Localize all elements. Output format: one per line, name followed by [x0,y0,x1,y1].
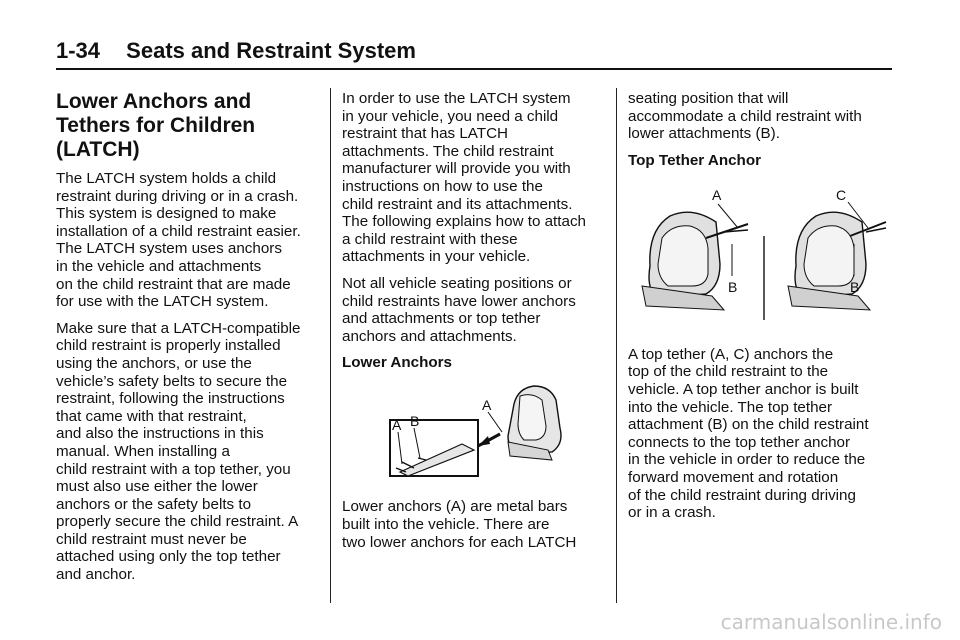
lower-anchors-illustration [342,380,608,498]
figure-label-b: B [410,413,420,430]
figure-label-a: A [712,186,722,203]
column-divider [616,88,617,603]
top-tether-illustration [628,178,894,346]
subheading-lower-anchors: Lower Anchors [342,354,452,372]
page-number: 1-34 [56,38,101,63]
section-title: Seats and Restraint System [126,38,416,63]
figure-label-b: B [850,278,860,295]
column-1 [56,90,322,593]
column-2 [342,90,608,560]
subheading-top-tether-anchor: Top Tether Anchor [628,151,762,169]
figure-label-b: B [728,278,738,295]
paragraph: The LATCH system holds a child restraint during driving or in a crash. This system is designed to make installation of a child restraint easier. The LATCH system uses anchors in the vehicle and attachments on the child restraint that are made for use with the LATCH system. [56,170,301,311]
figure-label-a: A [482,397,492,414]
watermark[interactable]: carmanualsonline.info [720,610,942,634]
lower-anchors-figure [342,380,608,498]
page-header [56,34,892,70]
top-tether-figure [628,178,894,346]
figure-label-c: C [836,186,847,203]
paragraph: Lower anchors (A) are metal bars built into the vehicle. There are two lower anchors for each LATCH [342,498,577,551]
paragraph: seating position that will accommodate a child restraint with lower attachments (B). [628,90,862,143]
section-heading: Lower Anchors and Tethers for Children (LATCH) [56,90,256,161]
paragraph: A top tether (A, C) anchors the top of the child restraint to the vehicle. A top tether anchor is built into the vehicle. The top tether attachment (B) on the child restraint connects to the top tether anchor in the vehicle in order to reduce the forward movement and rotation of the child restraint during driving or in a crash. [628,345,869,522]
paragraph: Not all vehicle seating positions or child restraints have lower anchors and attachments or top tether anchors and attachments. [342,274,576,345]
paragraph: In order to use the LATCH system in your vehicle, you need a child restraint that has LATCH attachments. The child restraint manufacturer will provide you with instructions on how to use the child restraint and its attachments. The following explains how to attach a child restraint with these attachments in your vehicle. [342,90,586,266]
figure-label-a: A [392,417,402,434]
column-3 [628,90,894,531]
paragraph: Make sure that a LATCH-compatible child restraint is properly installed using the anchors, or use the vehicle’s safety belts to secure the restraint, following the instructions that came with that restraint, and also the instructions in this manual. When installing a child restraint with a top tether, you must also use either the lower anchors or the safety belts to properly secure the child restraint. A child restraint must never be attached using only the top tether and anchor. [56,319,301,584]
column-divider [330,88,331,603]
